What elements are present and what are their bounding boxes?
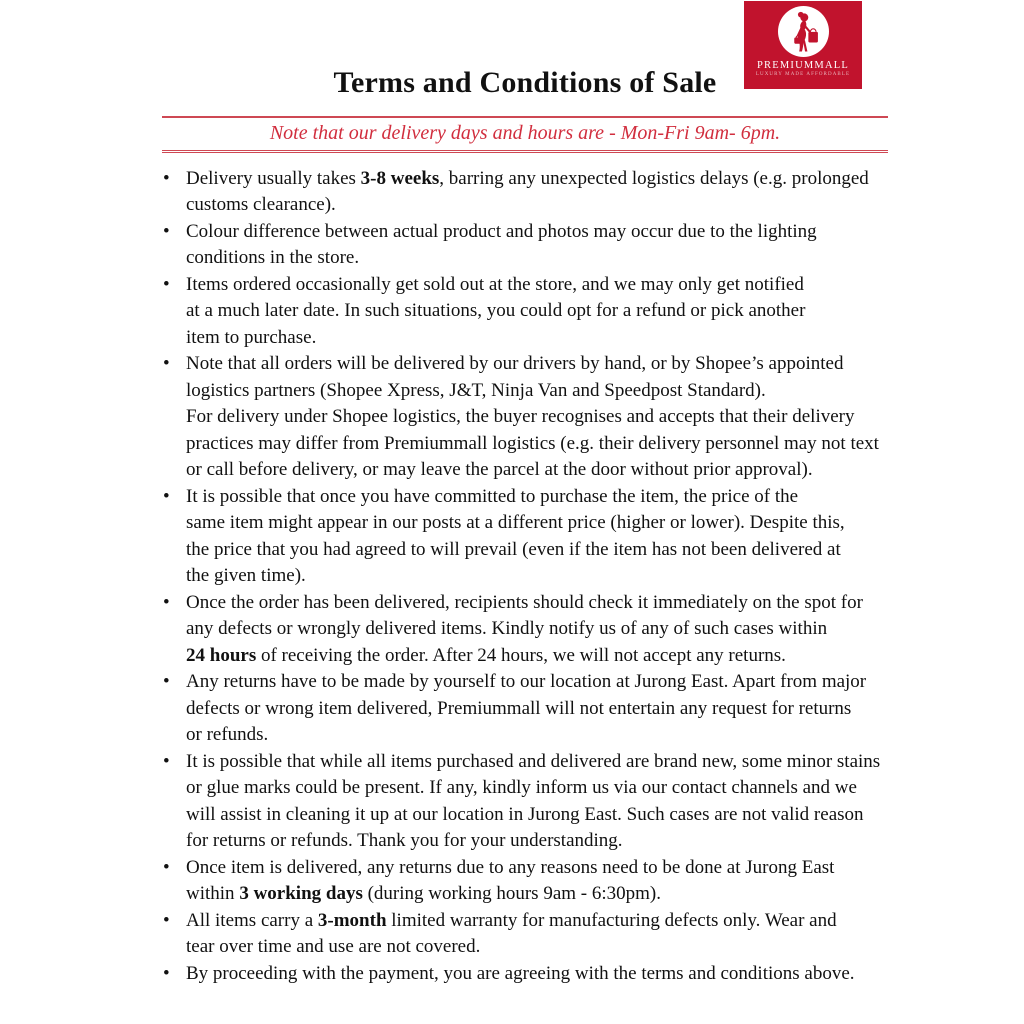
bullet-marker: •	[163, 671, 170, 692]
term-line: By proceeding with the payment, you are agreeing with the terms and conditions above.	[186, 962, 855, 984]
term-line: Once the order has been delivered, recipients should check it immediately on the spot for	[186, 591, 863, 613]
term-line: It is possible that while all items purchased and delivered are brand new, some minor stains	[186, 750, 881, 772]
term-line: or glue marks could be present. If any, kindly inform us via our contact channels and we	[186, 777, 857, 798]
bullet-marker: •	[163, 591, 170, 613]
woman-with-shopping-bags-icon	[780, 8, 827, 55]
bullet-marker: •	[163, 273, 170, 295]
term-line: same item might appear in our posts at a different price (higher or lower). Despite this,	[186, 512, 845, 533]
brand-name: PREMIUMMALL	[757, 60, 849, 71]
term-line: the given time).	[186, 565, 306, 586]
term-item	[162, 908, 1024, 961]
bullet-marker: •	[163, 485, 170, 507]
term-item	[162, 749, 1024, 855]
term-item	[162, 166, 1024, 219]
term-line: It is possible that once you have committed to purchase the item, the price of the	[186, 485, 799, 507]
term-line: any defects or wrongly delivered items. Kindly notify us of any of such cases within	[186, 618, 828, 639]
term-item	[162, 219, 1024, 272]
term-line: will assist in cleaning it up at our location in Jurong East. Such cases are not valid reason	[186, 803, 864, 825]
term-item	[162, 590, 1024, 670]
term-line: logistics partners (Shopee Xpress, J&T, Ninja Van and Speedpost Standard).	[186, 379, 766, 401]
term-line: Once item is delivered, any returns due to any reasons need to be done at Jurong East	[186, 856, 835, 878]
term-line: All items carry a 3-month limited warranty for manufacturing defects only. Wear and	[186, 909, 837, 931]
term-line: 24 hours of receiving the order. After 24 hours, we will not accept any returns.	[186, 644, 786, 666]
term-line: tear over time and use are not covered.	[186, 936, 481, 957]
brand-logo	[744, 1, 862, 89]
bullet-marker: •	[163, 220, 170, 242]
term-line: Any returns have to be made by yourself to our location at Jurong East. Apart from major	[186, 671, 867, 692]
term-line: item to purchase.	[186, 326, 317, 348]
term-line: within 3 working days (during working hours 9am - 6:30pm).	[186, 883, 661, 904]
term-line: practices may differ from Premiummall logistics (e.g. their delivery personnel may not text	[186, 432, 879, 454]
bullet-marker: •	[163, 856, 170, 878]
terms-list	[162, 166, 1024, 988]
bullet-marker: •	[163, 167, 170, 189]
bullet-marker: •	[163, 962, 170, 984]
term-line: or call before delivery, or may leave the parcel at the door without prior approval).	[186, 459, 813, 480]
term-item	[162, 669, 1024, 749]
term-line: for returns or refunds. Thank you for your understanding.	[186, 830, 623, 851]
term-item	[162, 484, 1024, 590]
term-line: defects or wrong item delivered, Premiummall will not entertain any request for returns	[186, 697, 852, 719]
bullet-marker: •	[163, 353, 170, 374]
logo-circle	[778, 6, 829, 57]
term-line: or refunds.	[186, 724, 269, 745]
term-line: For delivery under Shopee logistics, the buyer recognises and accepts that their delivery	[186, 406, 855, 427]
page-title: Terms and Conditions of Sale	[333, 66, 717, 99]
term-line: Items ordered occasionally get sold out at the store, and we may only get notified	[186, 273, 804, 295]
delivery-notice: Note that our delivery days and hours are - Mon-Fri 9am- 6pm.	[162, 116, 888, 153]
brand-tagline: LUXURY MADE AFFORDABLE	[755, 72, 851, 77]
term-line: customs clearance).	[186, 194, 336, 215]
term-line: at a much later date. In such situations, you could opt for a refund or pick another	[186, 300, 806, 321]
term-line: the price that you had agreed to will prevail (even if the item has not been delivered at	[186, 538, 841, 560]
bullet-marker: •	[163, 750, 170, 772]
term-item	[162, 855, 1024, 908]
term-line: Colour difference between actual product and photos may occur due to the lighting	[186, 220, 817, 242]
term-line: Delivery usually takes 3-8 weeks, barring any unexpected logistics delays (e.g. prolonged	[186, 167, 869, 189]
term-item	[162, 272, 1024, 352]
term-item	[162, 351, 1024, 484]
term-line: Note that all orders will be delivered by our drivers by hand, or by Shopee’s appointed	[186, 353, 844, 374]
term-line: conditions in the store.	[186, 247, 360, 268]
term-item	[162, 961, 1024, 988]
bullet-marker: •	[163, 909, 170, 931]
